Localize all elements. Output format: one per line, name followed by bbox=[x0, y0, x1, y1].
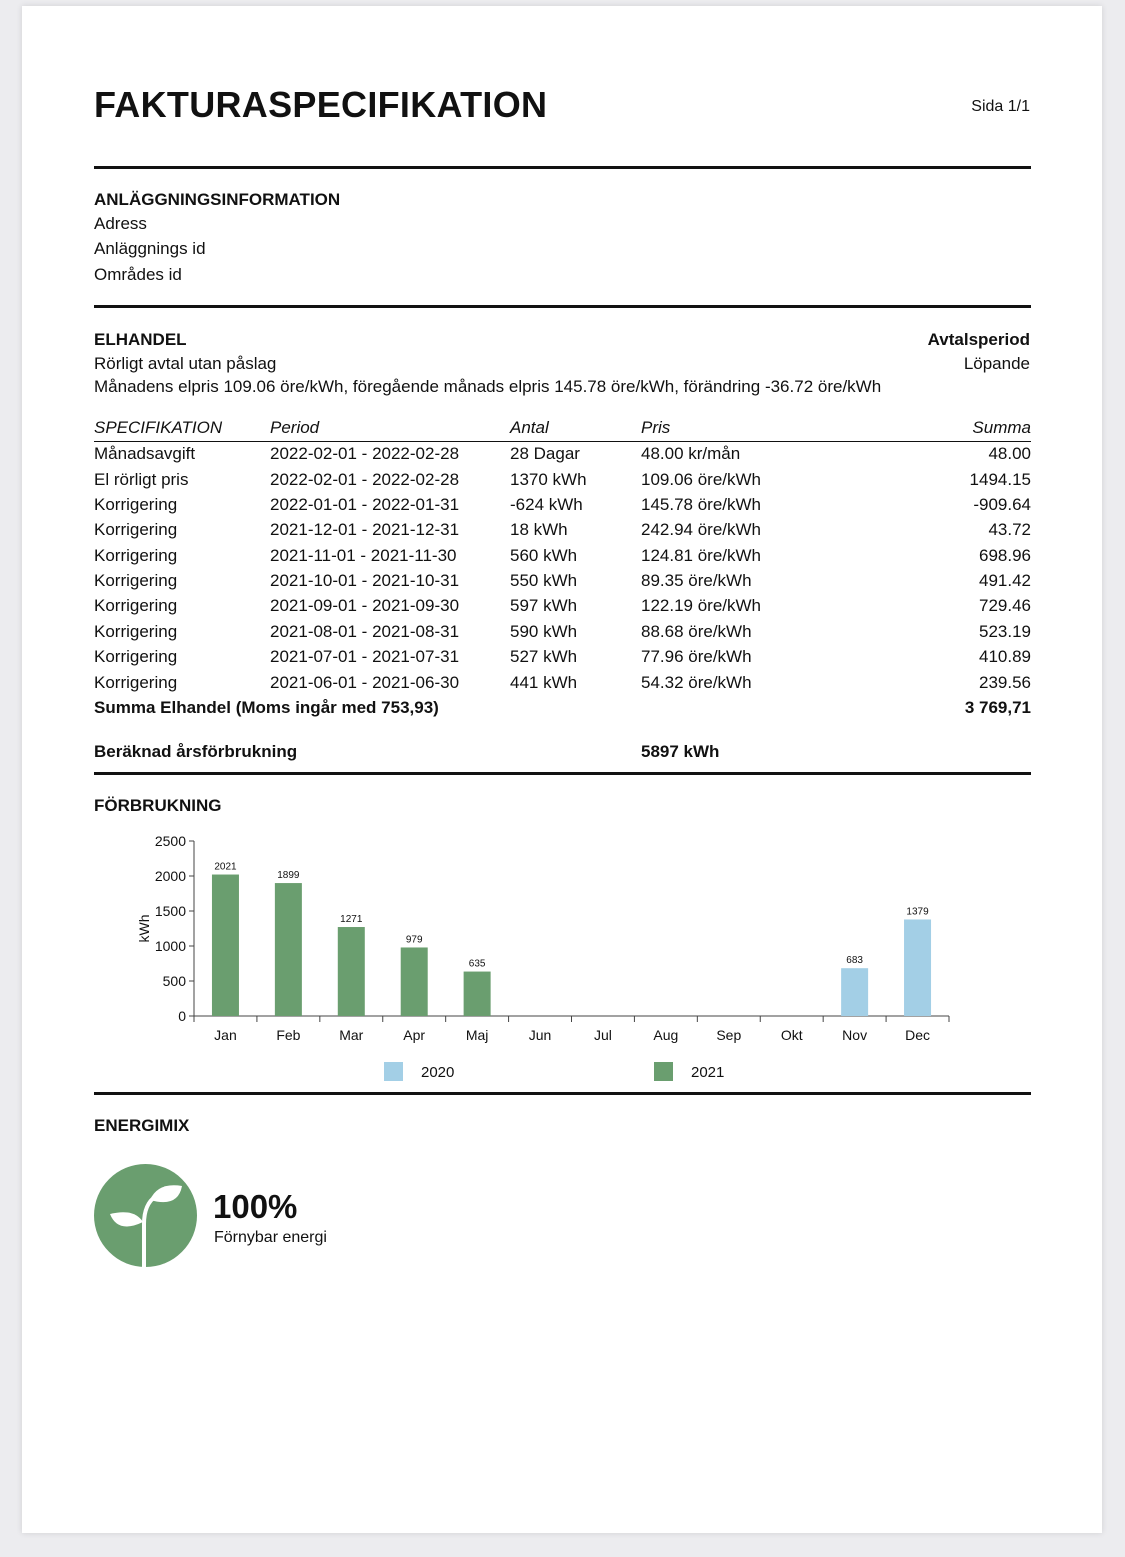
legend-label-2021: 2021 bbox=[691, 1064, 725, 1081]
x-tick-label: Jan bbox=[214, 1027, 237, 1043]
table-row bbox=[94, 647, 1031, 672]
bar-2021-Mar bbox=[338, 927, 365, 1016]
data-label: 1899 bbox=[277, 870, 300, 882]
x-tick-label: Jul bbox=[594, 1027, 612, 1043]
page-number: Sida 1/1 bbox=[971, 98, 1030, 115]
plant-icon-graphic bbox=[94, 1164, 197, 1267]
row-quantity: 441 kWh bbox=[510, 673, 578, 692]
energymix-heading: ENERGIMIX bbox=[94, 1116, 190, 1135]
table-row bbox=[94, 622, 1031, 647]
row-sum: 239.56 bbox=[979, 673, 1031, 692]
row-quantity: 550 kWh bbox=[510, 571, 578, 590]
elhandel-heading: ELHANDEL bbox=[94, 330, 187, 349]
bar-2021-Apr bbox=[401, 947, 428, 1016]
row-item: Korrigering bbox=[94, 520, 178, 539]
col-period: Period bbox=[270, 418, 320, 437]
x-tick-label: Nov bbox=[842, 1027, 868, 1043]
row-sum: 491.42 bbox=[979, 571, 1031, 590]
row-quantity: 18 kWh bbox=[510, 520, 568, 539]
row-price: 88.68 öre/kWh bbox=[641, 622, 752, 641]
table-row bbox=[94, 571, 1031, 596]
x-tick-label: Okt bbox=[780, 1027, 803, 1043]
contract-type: Rörligt avtal utan påslag bbox=[94, 354, 277, 373]
divider bbox=[94, 772, 1031, 775]
x-tick-label: Apr bbox=[403, 1027, 426, 1043]
facility-id: Anläggnings id bbox=[94, 239, 206, 258]
data-label: 979 bbox=[405, 934, 423, 946]
table-row bbox=[94, 444, 1031, 469]
table-row bbox=[94, 470, 1031, 495]
row-price: 89.35 öre/kWh bbox=[641, 571, 752, 590]
row-price: 54.32 öre/kWh bbox=[641, 673, 752, 692]
y-tick-label: 1000 bbox=[154, 938, 186, 954]
spec-table-header bbox=[94, 418, 1031, 443]
row-price: 77.96 öre/kWh bbox=[641, 647, 752, 666]
data-label: 2021 bbox=[214, 861, 237, 873]
plant-icon bbox=[94, 1164, 197, 1267]
row-item: Korrigering bbox=[94, 647, 178, 666]
col-sum: Summa bbox=[972, 418, 1031, 437]
x-tick-label: Sep bbox=[716, 1027, 742, 1043]
row-item: Korrigering bbox=[94, 571, 178, 590]
y-tick-label: 2500 bbox=[154, 833, 186, 849]
divider bbox=[94, 305, 1031, 308]
annual-label: Beräknad årsförbrukning bbox=[94, 742, 298, 761]
row-item: Korrigering bbox=[94, 546, 178, 565]
row-sum: 729.46 bbox=[979, 596, 1031, 615]
row-quantity: 597 kWh bbox=[510, 596, 578, 615]
row-sum: 698.96 bbox=[979, 546, 1031, 565]
legend-swatch-2020 bbox=[384, 1062, 403, 1081]
consumption-heading: FÖRBRUKNING bbox=[94, 796, 222, 815]
row-quantity: 527 kWh bbox=[510, 647, 578, 666]
col-quantity: Antal bbox=[510, 418, 549, 437]
table-header-line bbox=[94, 441, 1031, 442]
row-item: Månadsavgift bbox=[94, 444, 196, 463]
table-row bbox=[94, 673, 1031, 698]
data-label: 1379 bbox=[906, 906, 929, 918]
table-row bbox=[94, 495, 1031, 520]
row-quantity: 560 kWh bbox=[510, 546, 578, 565]
row-sum: 410.89 bbox=[979, 647, 1031, 666]
row-period: 2022-02-01 - 2022-02-28 bbox=[270, 470, 460, 489]
table-row bbox=[94, 546, 1031, 571]
total-row bbox=[94, 698, 1031, 723]
annual-value: 5897 kWh bbox=[641, 742, 720, 761]
row-period: 2021-09-01 - 2021-09-30 bbox=[270, 596, 460, 615]
x-tick-label: Mar bbox=[339, 1027, 364, 1043]
renewable-label: Förnybar energi bbox=[214, 1229, 327, 1246]
row-period: 2022-02-01 - 2022-02-28 bbox=[270, 444, 460, 463]
row-sum: 43.72 bbox=[988, 520, 1031, 539]
row-item: Korrigering bbox=[94, 596, 178, 615]
x-tick-label: Aug bbox=[653, 1027, 679, 1043]
row-period: 2022-01-01 - 2022-01-31 bbox=[270, 495, 460, 514]
table-row bbox=[94, 520, 1031, 545]
row-price: 122.19 öre/kWh bbox=[641, 596, 762, 615]
data-label: 683 bbox=[846, 955, 863, 967]
row-item: Korrigering bbox=[94, 495, 178, 514]
row-quantity: 590 kWh bbox=[510, 622, 578, 641]
total-value: 3 769,71 bbox=[964, 698, 1031, 717]
contract-period-value: Löpande bbox=[963, 354, 1030, 373]
y-tick-label: 0 bbox=[178, 1008, 186, 1024]
price-note: Månadens elpris 109.06 öre/kWh, föregående månads elpris 145.78 öre/kWh, förändring -36.72 öre/kWh bbox=[94, 377, 882, 396]
row-period: 2021-06-01 - 2021-06-30 bbox=[270, 673, 460, 692]
row-price: 242.94 öre/kWh bbox=[641, 520, 762, 539]
bar-2021-Maj bbox=[464, 972, 491, 1016]
divider bbox=[94, 1092, 1031, 1095]
col-price: Pris bbox=[641, 418, 671, 437]
row-item: Korrigering bbox=[94, 673, 178, 692]
renewable-percent: 100% bbox=[213, 1188, 298, 1225]
y-tick-label: 2000 bbox=[154, 868, 186, 884]
row-period: 2021-12-01 - 2021-12-31 bbox=[270, 520, 460, 539]
y-tick-label: 500 bbox=[162, 973, 186, 989]
bar-2020-Nov bbox=[841, 968, 868, 1016]
row-price: 48.00 kr/mån bbox=[641, 444, 741, 463]
annual-row bbox=[94, 742, 1031, 767]
row-price: 145.78 öre/kWh bbox=[641, 495, 762, 514]
divider bbox=[94, 166, 1031, 169]
row-period: 2021-10-01 - 2021-10-31 bbox=[270, 571, 460, 590]
row-period: 2021-07-01 - 2021-07-31 bbox=[270, 647, 460, 666]
row-price: 124.81 öre/kWh bbox=[641, 546, 762, 565]
row-quantity: -624 kWh bbox=[510, 495, 583, 514]
y-tick-label: 1500 bbox=[154, 903, 186, 919]
data-label: 635 bbox=[468, 958, 486, 970]
row-price: 109.06 öre/kWh bbox=[641, 470, 762, 489]
facility-heading: ANLÄGGNINGSINFORMATION bbox=[94, 190, 341, 209]
legend-label-2020: 2020 bbox=[421, 1064, 455, 1081]
bar-2020-Dec bbox=[904, 919, 931, 1016]
row-item: Korrigering bbox=[94, 622, 178, 641]
row-quantity: 28 Dagar bbox=[510, 444, 580, 463]
x-tick-label: Dec bbox=[905, 1027, 930, 1043]
row-quantity: 1370 kWh bbox=[510, 470, 587, 489]
x-tick-label: Maj bbox=[465, 1027, 489, 1043]
invoice-page bbox=[22, 6, 1102, 1533]
row-item: El rörligt pris bbox=[94, 470, 189, 489]
bar-2021-Feb bbox=[275, 883, 302, 1016]
bar-2021-Jan bbox=[212, 875, 239, 1016]
facility-address: Adress bbox=[94, 214, 147, 233]
row-sum: -909.64 bbox=[973, 495, 1031, 514]
table-row bbox=[94, 596, 1031, 621]
total-label: Summa Elhandel (Moms ingår med 753,93) bbox=[94, 698, 439, 717]
legend-swatch-2021 bbox=[654, 1062, 673, 1081]
row-sum: 1494.15 bbox=[969, 470, 1031, 489]
col-specification: SPECIFIKATION bbox=[94, 418, 223, 437]
consumption-chart bbox=[94, 820, 994, 1090]
x-tick-label: Feb bbox=[276, 1027, 301, 1043]
row-sum: 48.00 bbox=[988, 444, 1031, 463]
page-title: FAKTURASPECIFIKATION bbox=[94, 84, 548, 125]
x-tick-label: Jun bbox=[528, 1027, 552, 1043]
row-period: 2021-11-01 - 2021-11-30 bbox=[270, 546, 457, 565]
contract-period-label: Avtalsperiod bbox=[927, 330, 1030, 349]
y-axis-label: kWh bbox=[136, 914, 152, 943]
row-sum: 523.19 bbox=[979, 622, 1031, 641]
data-label: 1271 bbox=[340, 914, 363, 926]
area-id: Områdes id bbox=[94, 265, 182, 284]
row-period: 2021-08-01 - 2021-08-31 bbox=[270, 622, 460, 641]
